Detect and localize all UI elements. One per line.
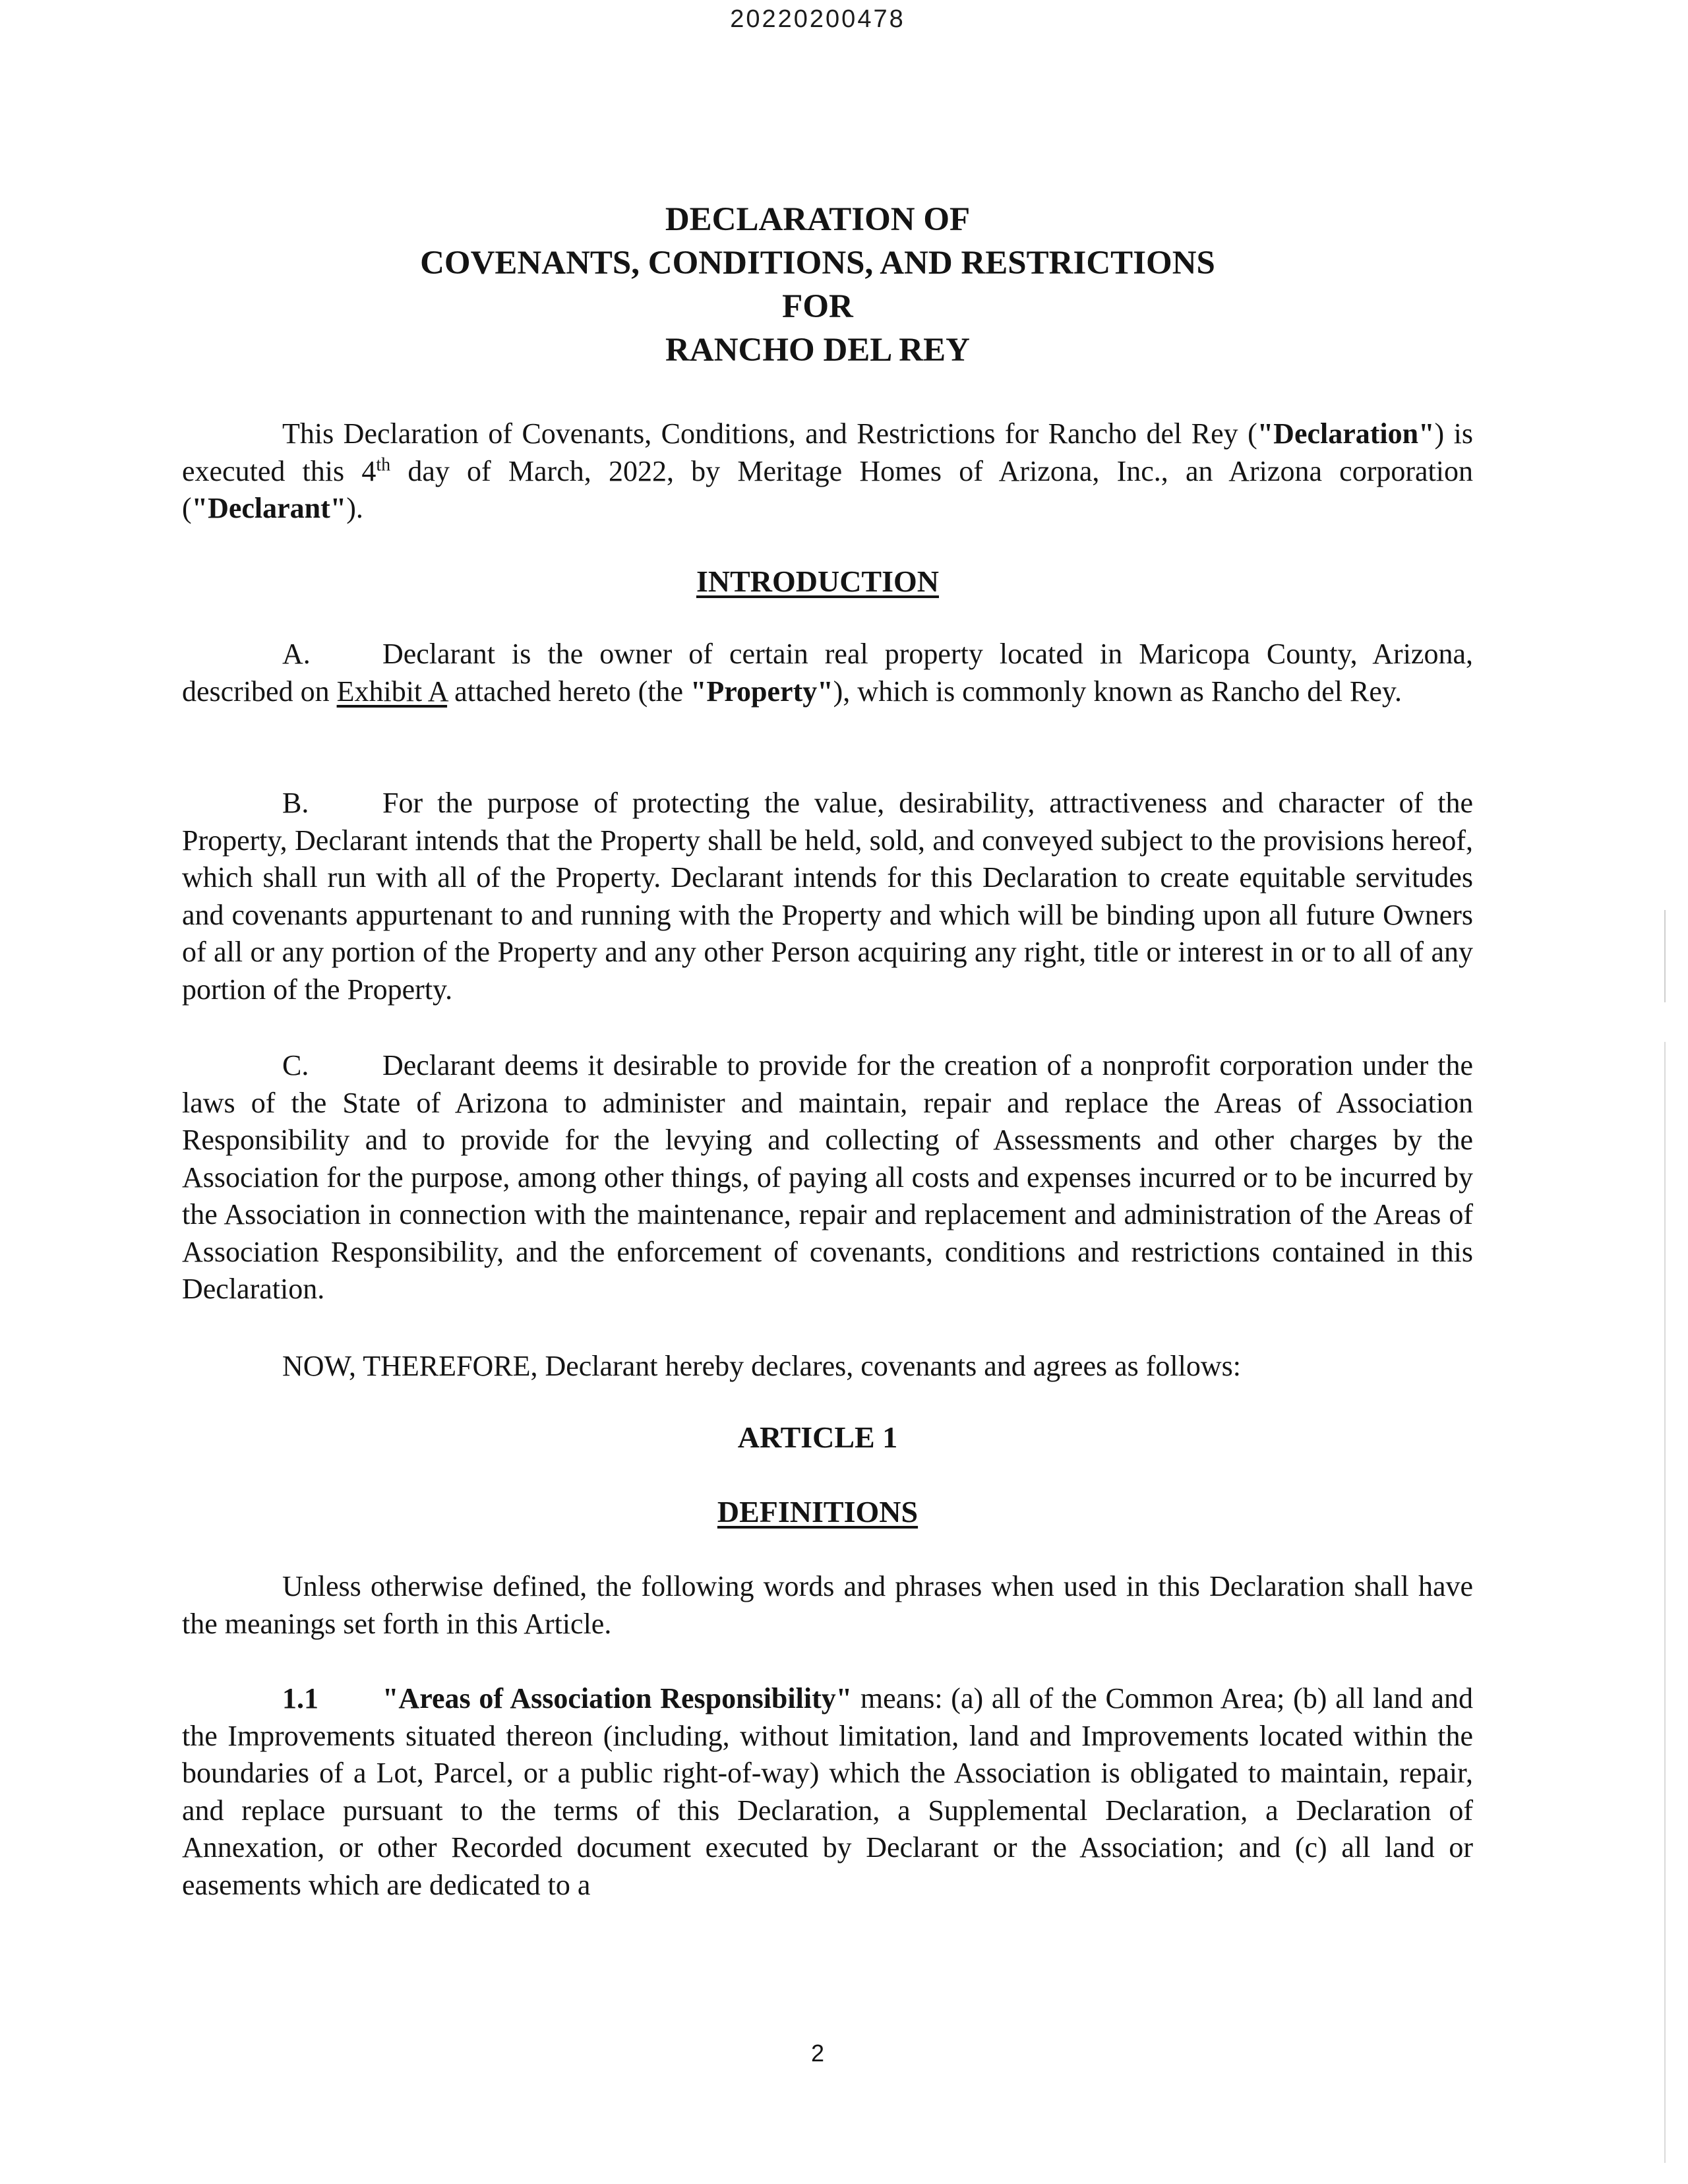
recital-b: B. For the purpose of protecting the value, desirability, attractiveness and character of the Property, Declarant intends that the Property shall be held, sold, and conveyed subject to the provisions hereof, which shall run with all of the Property. Declarant intends for this Declaration to create equitable servitudes and covenants appurtenant to and running with the Property and which will be binding upon all future Owners of all or any portion of the Property and any other Person acquiring any right, title or interest in or to all of any portion of the Property. bbox=[182, 785, 1473, 1008]
recital-label: B. bbox=[282, 787, 309, 819]
title-line: RANCHO DEL REY bbox=[665, 332, 970, 369]
definitions-intro: Unless otherwise defined, the following words and phrases when used in this Declaration shall have the meanings set forth in this Article. bbox=[182, 1570, 1473, 1640]
exhibit-a-link[interactable]: Exhibit A bbox=[336, 675, 448, 708]
recital-label: C. bbox=[282, 1049, 309, 1081]
page-number: 2 bbox=[810, 2040, 825, 2067]
section-1-1: 1.1 "Areas of Association Responsibility" means: (a) all of the Common Area; (b) all land and the Improvements situated thereon (including, without limitation, land and Improvements located within the boundaries of a Lot, Parcel, or a public right-of-way) which the Association is obligated to maintain, repair, and replace pursuant to the terms of this Declaration, a Supplemental Declaration, a Declaration of Annexation, or other Recorded document executed by Declarant or the Association; and (c) all land or easements which are dedicated to a bbox=[182, 1680, 1473, 1904]
defined-term-declaration: "Declaration" bbox=[1257, 417, 1435, 450]
preamble-paragraph: This Declaration of Covenants, Conditions, and Restrictions for Rancho del Rey ("Declaration") is executed this 4th day of March, 2022, by Meritage Homes of Arizona, Inc., an Arizona corporation ("Declarant"). bbox=[182, 417, 1473, 524]
recording-number: 20220200478 bbox=[730, 5, 905, 33]
now-therefore-clause: NOW, THEREFORE, Declarant hereby declares, covenants and agrees as follows: bbox=[282, 1350, 1241, 1382]
title-line: FOR bbox=[782, 288, 853, 325]
title-line: COVENANTS, CONDITIONS, AND RESTRICTIONS bbox=[420, 245, 1215, 282]
scan-edge-mark bbox=[1664, 1042, 1666, 2163]
recital-c: C. Declarant deems it desirable to provide for the creation of a nonprofit corporation under the laws of the State of Arizona to administer and maintain, repair and replace the Areas of Association Responsibility and to provide for the levying and collecting of Assessments and other charges by the Association for the purpose, among other things, of paying all costs and expenses incurred or to be incurred by the Association in connection with the maintenance, repair and replacement and administration of the Areas of Association Responsibility, and the enforcement of covenants, conditions and restrictions contained in this Declaration. bbox=[182, 1047, 1473, 1308]
scan-edge-mark bbox=[1664, 910, 1666, 1002]
document-title bbox=[0, 198, 1635, 372]
section-number: 1.1 bbox=[282, 1682, 318, 1714]
definitions-heading: DEFINITIONS bbox=[717, 1495, 919, 1529]
defined-term-declarant: "Declarant" bbox=[191, 492, 347, 524]
recital-label: A. bbox=[282, 638, 311, 670]
defined-term-property: "Property" bbox=[690, 675, 833, 708]
title-line: DECLARATION OF bbox=[665, 201, 971, 238]
defined-term-areas: "Areas of Association Responsibility" bbox=[382, 1682, 853, 1714]
introduction-heading: INTRODUCTION bbox=[696, 564, 940, 598]
article-heading: ARTICLE 1 bbox=[737, 1420, 898, 1454]
recital-a: A. Declarant is the owner of certain real property located in Maricopa County, Arizona, described on Exhibit A attached hereto (the "Property"), which is commonly known as Rancho del Rey. bbox=[182, 636, 1473, 710]
